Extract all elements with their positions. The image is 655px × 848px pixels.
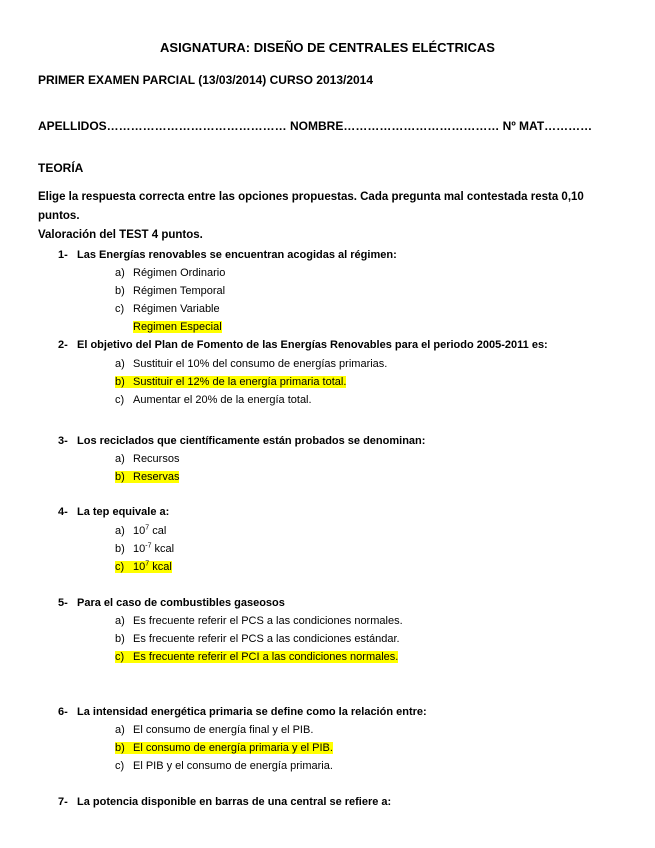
question-number: 3- [58,435,68,447]
option-5b [115,632,400,647]
question-text: La intensidad energética primaria se define como la relación entre: [77,706,427,718]
option-3b-answer [115,470,179,485]
question-text: La tep equivale a: [77,506,170,518]
question-2 [58,339,548,351]
option-1a [115,266,225,281]
option-letter: c) [115,651,125,663]
option-letter: a) [115,453,125,465]
option-text-highlighted: Sustituir el 12% de la energía primaria total. [133,376,347,388]
question-number: 5- [58,597,68,609]
option-4a [115,524,166,539]
option-letter: b) [115,543,125,555]
question-5 [58,597,285,609]
option-base: 10 [133,543,146,555]
option-letter: b) [115,633,125,645]
instructions [38,188,628,245]
option-1d-answer [133,320,222,335]
instructions-line-1: Elige la respuesta correcta entre las opciones propuestas. Cada pregunta mal contestada resta 0,10 puntos. [38,191,584,222]
option-text-highlighted: Regimen Especial [133,321,222,333]
option-6b-answer [115,741,333,756]
question-text: Los reciclados que científicamente están probados se denominan: [77,435,426,447]
option-text: Aumentar el 20% de la energía total. [133,394,312,406]
option-text: El consumo de energía final y el PIB. [133,724,314,736]
option-text: Régimen Ordinario [133,267,226,279]
option-6c [115,759,333,774]
option-3a [115,452,179,467]
option-base: 10 [133,525,146,537]
option-letter: c) [115,760,125,772]
option-letter: b) [115,742,125,754]
option-letter: a) [115,358,125,370]
option-exponent: -7 [145,542,152,550]
option-text-highlighted: Es frecuente referir el PCI a las condiciones normales. [133,651,399,663]
option-unit: kcal [154,543,175,555]
option-1b [115,284,225,299]
section-title: TEORÍA [38,161,84,175]
option-letter: a) [115,615,125,627]
option-5c-answer [115,650,398,665]
option-text-highlighted: El consumo de energía primaria y el PIB. [133,742,333,754]
option-letter: b) [115,471,125,483]
option-exponent: 7 [145,524,150,532]
option-unit: cal [152,525,167,537]
option-text: El PIB y el consumo de energía primaria. [133,760,333,772]
option-text: Recursos [133,453,180,465]
question-number: 7- [58,796,68,808]
question-7 [58,796,391,808]
option-letter: a) [115,267,125,279]
option-letter: c) [115,561,125,573]
option-1c [115,302,220,317]
option-text: Régimen Temporal [133,285,226,297]
exam-heading: PRIMER EXAMEN PARCIAL (13/03/2014) CURSO 2013/2014 [38,73,374,87]
question-text: El objetivo del Plan de Fomento de las Energías Renovables para el periodo 2005-2011 es: [77,339,548,351]
option-letter: a) [115,724,125,736]
option-letter: c) [115,394,125,406]
question-number: 6- [58,706,68,718]
student-fields: APELLIDOS……………………………………… NOMBRE………………………………… Nº MAT………… [38,119,593,133]
question-number: 4- [58,506,68,518]
option-text-highlighted: Reservas [133,471,180,483]
question-number: 1- [58,249,68,261]
subject-title: ASIGNATURA: DISEÑO DE CENTRALES ELÉCTRICAS [160,40,495,55]
option-letter: b) [115,285,125,297]
option-4b [115,542,174,557]
option-unit: kcal [152,561,172,573]
option-text: Sustituir el 10% del consumo de energías primarias. [133,358,388,370]
question-6 [58,706,427,718]
question-4 [58,506,169,518]
option-letter: b) [115,376,125,388]
option-base: 10 [133,561,146,573]
option-2a [115,357,387,372]
option-6a [115,723,313,738]
question-text: Las Energías renovables se encuentran acogidas al régimen: [77,249,397,261]
option-5a [115,614,403,629]
option-letter: c) [115,303,125,315]
option-4c-answer [115,560,172,575]
option-2b-answer [115,375,346,390]
option-text: Es frecuente referir el PCS a las condiciones normales. [133,615,403,627]
option-2c [115,393,312,408]
question-text: Para el caso de combustibles gaseosos [77,597,285,609]
instructions-line-2: Valoración del TEST 4 puntos. [38,229,203,241]
question-number: 2- [58,339,68,351]
question-3 [58,435,425,447]
option-letter: a) [115,525,125,537]
option-text: Es frecuente referir el PCS a las condiciones estándar. [133,633,400,645]
option-exponent: 7 [145,560,150,568]
question-1 [58,249,397,261]
question-text: La potencia disponible en barras de una central se refiere a: [77,796,392,808]
option-text: Régimen Variable [133,303,220,315]
